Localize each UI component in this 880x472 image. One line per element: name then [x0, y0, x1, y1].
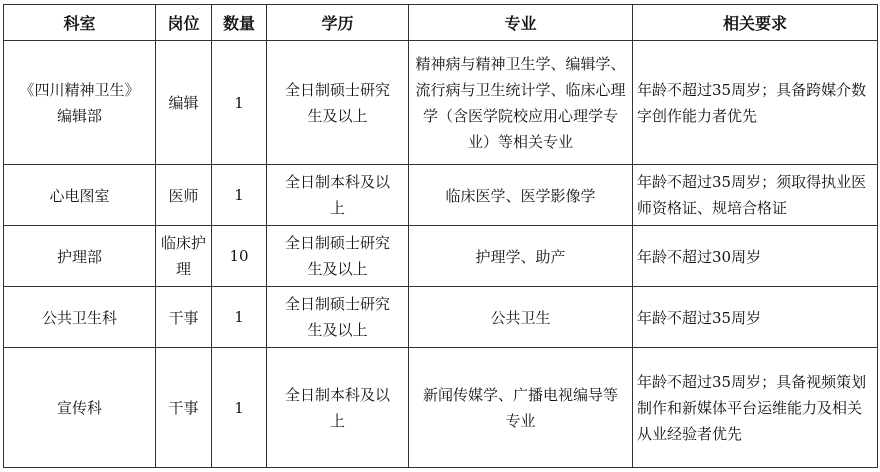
- table-row: [4, 348, 878, 468]
- cell-education: 全日制本科及以上: [267, 348, 409, 468]
- table-row: [4, 287, 878, 348]
- cell-requirements: 年龄不超过35周岁；须取得执业医师资格证、规培合格证: [633, 165, 878, 226]
- cell-major: 公共卫生: [409, 287, 633, 348]
- header-education: 学历: [267, 5, 409, 41]
- cell-education: 全日制硕士研究生及以上: [267, 287, 409, 348]
- header-dept: 科室: [4, 5, 156, 41]
- cell-major: 精神病与精神卫生学、编辑学、流行病与卫生统计学、临床心理学（含医学院校应用心理学专业）等相关专业: [409, 41, 633, 165]
- cell-dept: 《四川精神卫生》编辑部: [4, 41, 156, 165]
- header-count: 数量: [212, 5, 267, 41]
- header-position: 岗位: [156, 5, 212, 41]
- cell-requirements: 年龄不超过35周岁: [633, 287, 878, 348]
- header-requirements: 相关要求: [633, 5, 878, 41]
- cell-position: 干事: [156, 287, 212, 348]
- table-row: [4, 226, 878, 287]
- cell-education: 全日制硕士研究生及以上: [267, 41, 409, 165]
- cell-position: 医师: [156, 165, 212, 226]
- table-row: [4, 165, 878, 226]
- cell-count: 1: [212, 348, 267, 468]
- cell-requirements: 年龄不超过30周岁: [633, 226, 878, 287]
- cell-education: 全日制本科及以上: [267, 165, 409, 226]
- cell-requirements: 年龄不超过35周岁；具备视频策划制作和新媒体平台运维能力及相关从业经验者优先: [633, 348, 878, 468]
- header-row: [4, 5, 878, 41]
- cell-position: 临床护理: [156, 226, 212, 287]
- cell-requirements: 年龄不超过35周岁；具备跨媒介数字创作能力者优先: [633, 41, 878, 165]
- cell-count: 1: [212, 165, 267, 226]
- cell-dept: 护理部: [4, 226, 156, 287]
- cell-education: 全日制硕士研究生及以上: [267, 226, 409, 287]
- cell-dept: 心电图室: [4, 165, 156, 226]
- cell-position: 编辑: [156, 41, 212, 165]
- cell-major: 临床医学、医学影像学: [409, 165, 633, 226]
- cell-count: 1: [212, 41, 267, 165]
- recruitment-table: [3, 4, 878, 468]
- cell-major: 护理学、助产: [409, 226, 633, 287]
- table-row: [4, 41, 878, 165]
- cell-count: 10: [212, 226, 267, 287]
- cell-major: 新闻传媒学、广播电视编导等专业: [409, 348, 633, 468]
- cell-dept: 宣传科: [4, 348, 156, 468]
- cell-position: 干事: [156, 348, 212, 468]
- header-major: 专业: [409, 5, 633, 41]
- cell-dept: 公共卫生科: [4, 287, 156, 348]
- cell-count: 1: [212, 287, 267, 348]
